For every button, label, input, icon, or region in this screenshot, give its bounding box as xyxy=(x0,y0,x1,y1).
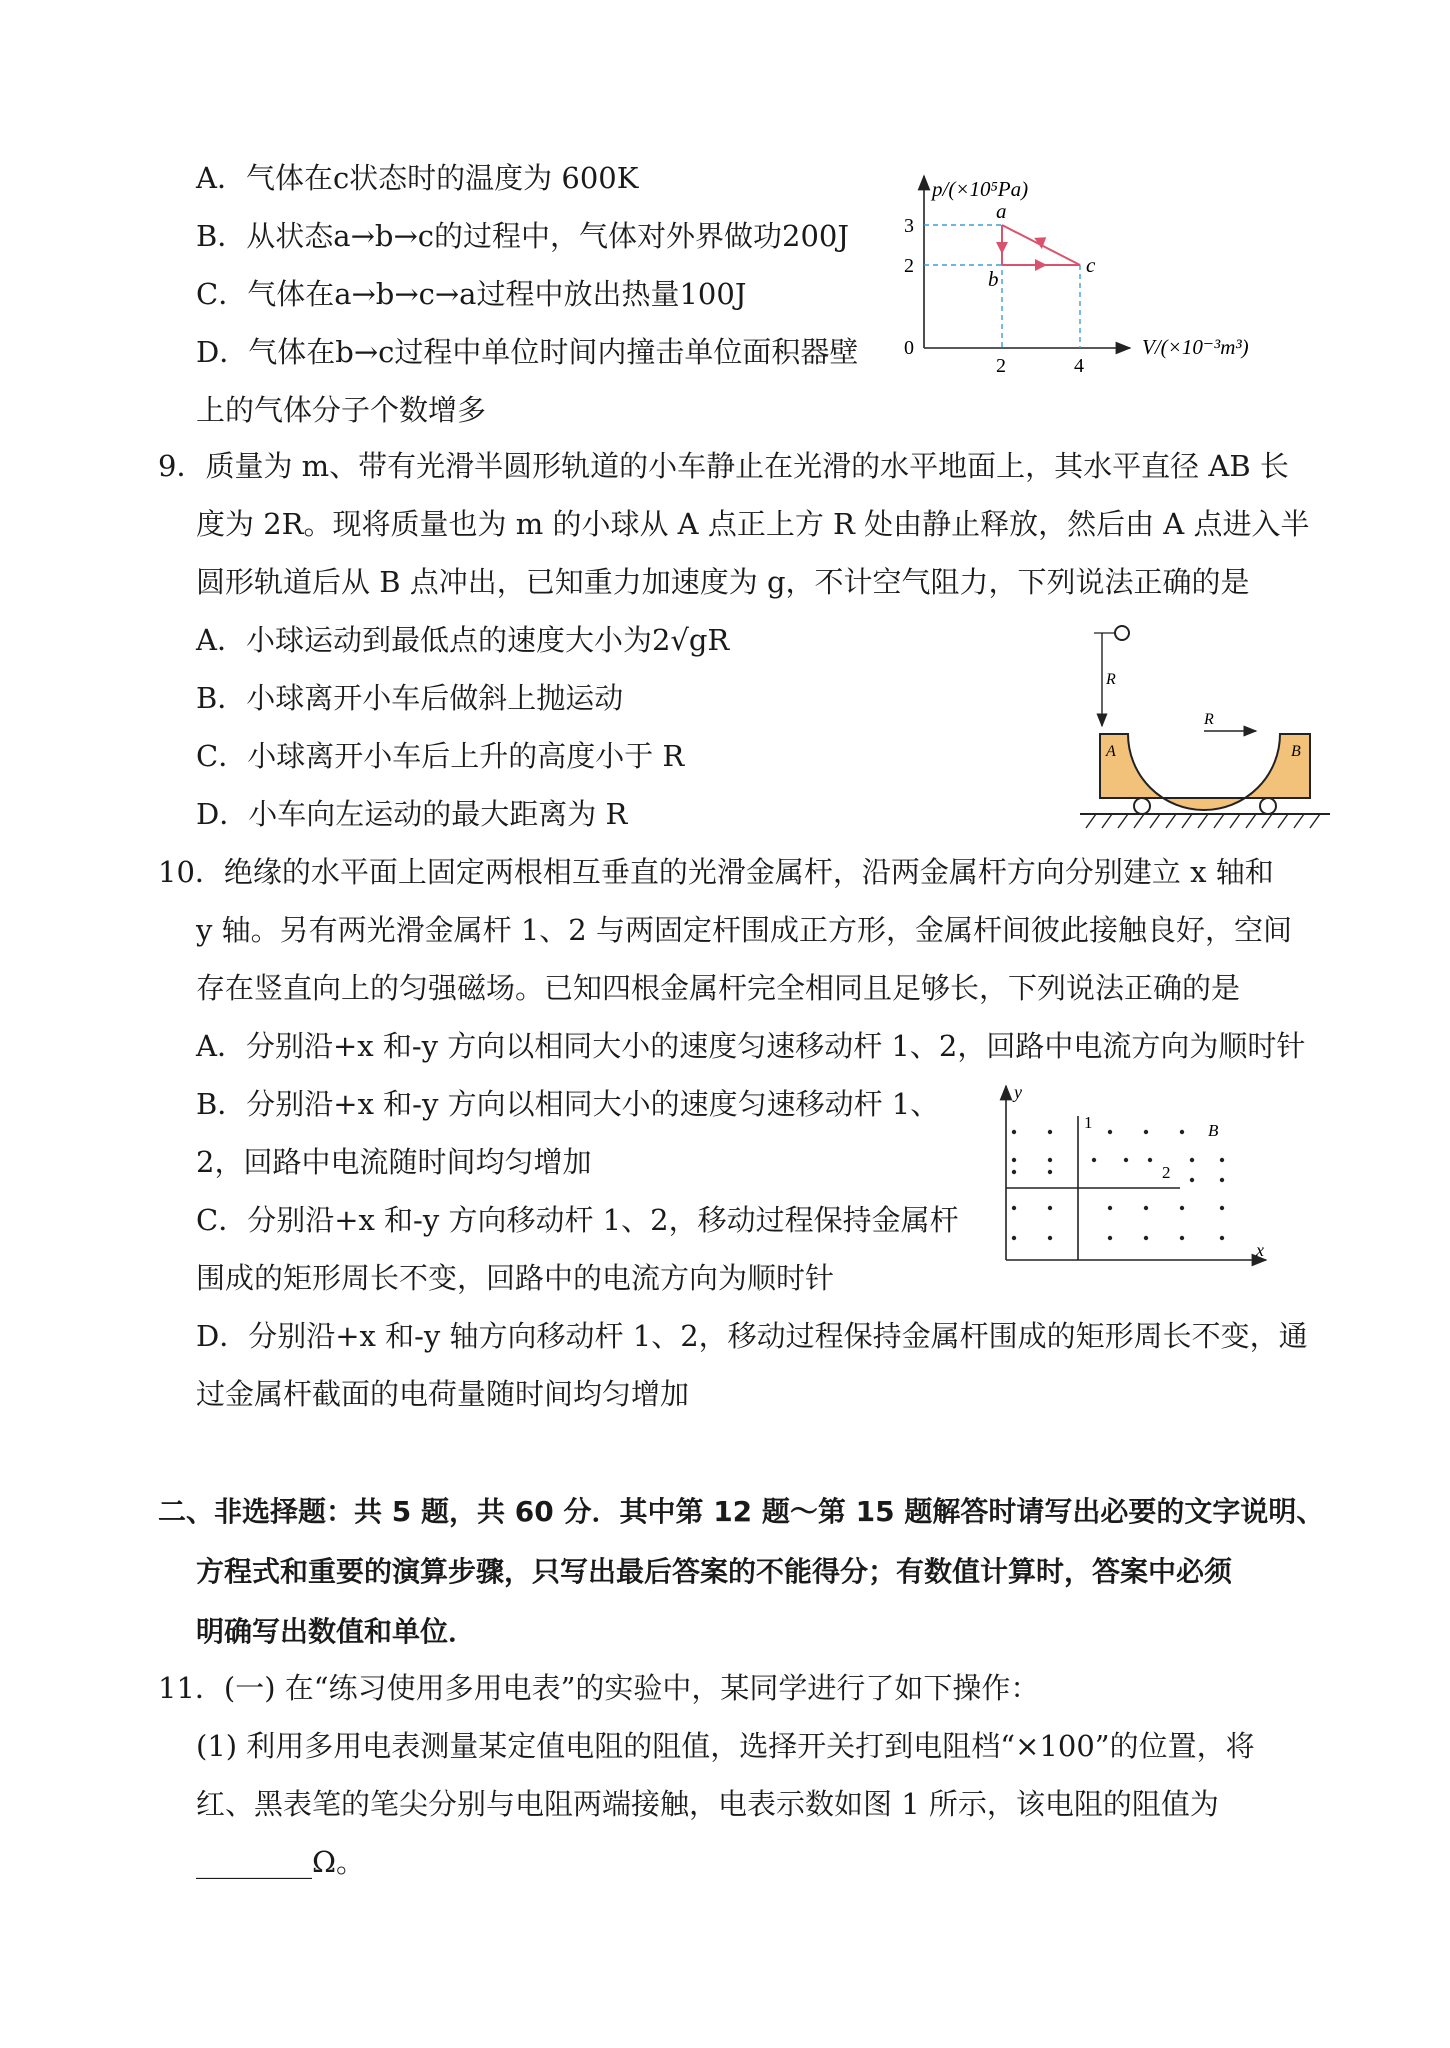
point-a-label: A xyxy=(1106,743,1116,760)
q9-option-a: A．小球运动到最低点的速度大小为2√gR xyxy=(196,623,730,657)
q10-stem-line3: 存在竖直向上的匀强磁场。已知四根金属杆完全相同且足够长，下列说法正确的是 xyxy=(196,971,1241,1005)
x-axis-label: x xyxy=(1256,1240,1264,1260)
point-b-label: B xyxy=(1291,743,1301,760)
q9-stem-line3: 圆形轨道后从 B 点冲出，已知重力加速度为 g，不计空气阻力，下列说法正确的是 xyxy=(196,565,1250,599)
q9-cart-diagram xyxy=(1080,616,1330,836)
arrow-a-to-b xyxy=(996,242,1008,254)
q10-stem-line1: 10．绝缘的水平面上固定两根相互垂直的光滑金属杆，沿两金属杆方向分别建立 x 轴和 xyxy=(158,855,1274,889)
q9-option-d: D．小车向左运动的最大距离为 R xyxy=(196,797,628,831)
q10-option-c-line2: 围成的矩形周长不变，回路中的电流方向为顺时针 xyxy=(196,1261,835,1295)
section-2-heading-line2: 方程式和重要的演算步骤，只写出最后答案的不能得分；有数值计算时，答案中必须 xyxy=(196,1555,1233,1588)
q8-option-b: B．从状态a→b→c的过程中，气体对外界做功200J xyxy=(196,219,849,253)
radius-label: R xyxy=(1204,711,1214,728)
x-axis-label: V/(×10⁻³m³) xyxy=(1142,335,1249,359)
rod-1-label: 1 xyxy=(1084,1113,1093,1132)
x-tick-2: 2 xyxy=(996,355,1006,377)
section-2-heading-line3: 明确写出数值和单位． xyxy=(196,1615,477,1648)
q10-option-b-line1: B．分别沿+x 和-y 方向以相同大小的速度匀速移动杆 1、 xyxy=(196,1087,940,1121)
field-label: B xyxy=(1208,1121,1219,1140)
q11-line1: 11．(一) 在“练习使用多用电表”的实验中，某同学进行了如下操作： xyxy=(158,1671,1040,1705)
wheel-left xyxy=(1134,798,1150,814)
y-tick-2: 2 xyxy=(904,255,914,277)
origin-label: 0 xyxy=(904,337,914,359)
q10-option-d-line1: D．分别沿+x 和-y 轴方向移动杆 1、2，移动过程保持金属杆围成的矩形周长不变，通 xyxy=(196,1319,1308,1353)
height-label: R xyxy=(1106,671,1116,688)
ball xyxy=(1115,626,1129,640)
ground-hatching xyxy=(1086,814,1320,828)
arrow-b-to-c xyxy=(1035,259,1047,271)
x-tick-4: 4 xyxy=(1074,355,1084,377)
q8-option-c: C．气体在a→b→c→a过程中放出热量100J xyxy=(196,277,747,311)
y-tick-3: 3 xyxy=(904,215,914,237)
q9-stem-line1: 9．质量为 m、带有光滑半圆形轨道的小车静止在光滑的水平地面上，其水平直径 AB 长 xyxy=(158,449,1289,483)
point-a-label: a xyxy=(996,199,1007,223)
q10-stem-line2: y 轴。另有两光滑金属杆 1、2 与两固定杆围成正方形，金属杆间彼此接触良好，空间 xyxy=(196,913,1292,947)
q11-answer-blank[interactable]: ________Ω。 xyxy=(196,1845,366,1879)
q8-option-a: A．气体在c状态时的温度为 600K xyxy=(196,161,639,195)
wheel-right xyxy=(1260,798,1276,814)
q9-option-b: B．小球离开小车后做斜上抛运动 xyxy=(196,681,624,715)
q9-option-c: C．小球离开小车后上升的高度小于 R xyxy=(196,739,685,773)
y-axis-label: y xyxy=(1014,1082,1022,1102)
point-c-label: c xyxy=(1086,253,1096,277)
q8-option-d-line2: 上的气体分子个数增多 xyxy=(196,393,487,427)
q8-pv-diagram xyxy=(890,168,1310,378)
q10-option-d-line2: 过金属杆截面的电荷量随时间均匀增加 xyxy=(196,1377,690,1411)
y-axis-label: p/(×10⁵Pa) xyxy=(932,177,1029,201)
q9-stem-line2: 度为 2R。现将质量也为 m 的小球从 A 点正上方 R 处由静止释放，然后由 A 点进入半 xyxy=(196,507,1310,541)
section-2-heading-line1: 二、非选择题：共 5 题，共 60 分．其中第 12 题～第 15 题解答时请写出必要的文字说明、 xyxy=(158,1495,1325,1528)
field-dots xyxy=(1012,1130,1224,1240)
q10-option-a: A．分别沿+x 和-y 方向以相同大小的速度匀速移动杆 1、2，回路中电流方向为顺时针 xyxy=(196,1029,1306,1063)
q11-line2: (1) 利用多用电表测量某定值电阻的阻值，选择开关打到电阻档“×100”的位置，将 xyxy=(196,1729,1255,1763)
q8-option-d-line1: D．气体在b→c过程中单位时间内撞击单位面积器壁 xyxy=(196,335,859,369)
q10-option-b-line2: 2，回路中电流随时间均匀增加 xyxy=(196,1145,592,1179)
cart-body xyxy=(1100,734,1310,810)
rod-2-label: 2 xyxy=(1162,1163,1171,1182)
point-b-label: b xyxy=(988,267,999,291)
q10-option-c-line1: C．分别沿+x 和-y 方向移动杆 1、2，移动过程保持金属杆 xyxy=(196,1203,959,1237)
q10-field-diagram xyxy=(990,1080,1280,1270)
q11-line3: 红、黑表笔的笔尖分别与电阻两端接触，电表示数如图 1 所示，该电阻的阻值为 xyxy=(196,1787,1219,1821)
